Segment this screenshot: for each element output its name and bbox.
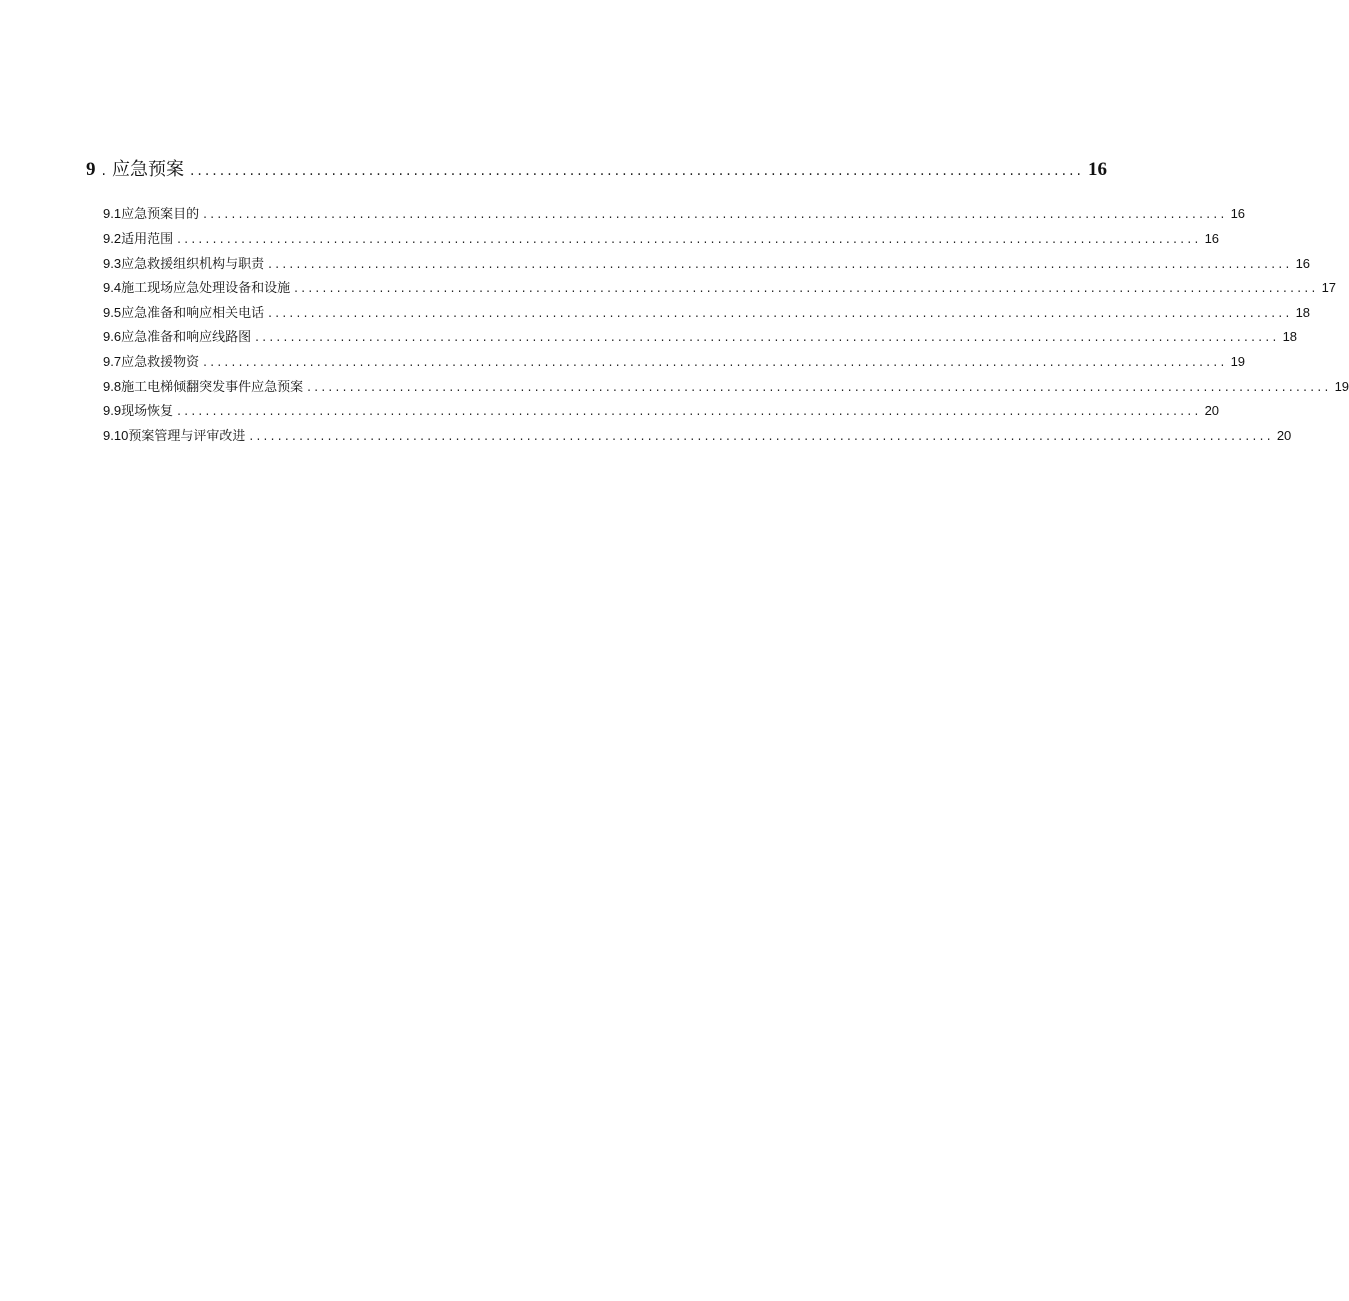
toc-entry-9-10[interactable] <box>103 425 1292 445</box>
toc-entry-title: 应急救援物资 <box>121 355 200 370</box>
toc-entry-9-5[interactable] <box>103 302 1311 322</box>
toc-entry-page: 18 <box>1295 305 1311 320</box>
toc-entry-title: 施工现场应急处理设备和设施 <box>121 281 291 296</box>
toc-entry-title: 应急准备和响应线路图 <box>121 330 252 345</box>
dot-leader: ................................................................................................................................................ <box>268 306 1293 320</box>
toc-entry-number: 9.7 <box>103 354 122 369</box>
toc-entry-page: 20 <box>1276 428 1292 443</box>
toc-entry-page: 16 <box>1295 256 1311 271</box>
toc-heading-separator: . <box>101 163 106 179</box>
toc-entry-9-3[interactable] <box>103 253 1311 273</box>
toc-entry-page: 19 <box>1334 379 1349 394</box>
dot-leader: ................................................................................................................................................ <box>177 404 1202 418</box>
dot-leader: ................................................................................................................................................ <box>268 257 1293 271</box>
toc-entry-number: 9.9 <box>103 403 122 418</box>
toc-entry-title: 现场恢复 <box>121 404 174 419</box>
toc-entry-page: 16 <box>1204 231 1220 246</box>
toc-entry-page: 16 <box>1230 206 1246 221</box>
dot-leader: ................................................................................................................................................ <box>255 330 1280 344</box>
toc-entry-number: 9.10 <box>103 428 129 443</box>
toc-entry-9-1[interactable] <box>103 203 1246 223</box>
toc-heading-title: 应急预案 <box>111 159 184 180</box>
toc-entry-title: 施工电梯倾翻突发事件应急预案 <box>121 380 304 395</box>
toc-entry-title: 适用范围 <box>121 232 174 247</box>
toc-entry-title: 应急救援组织机构与职责 <box>121 257 265 272</box>
toc-entry-number: 9.1 <box>103 206 122 221</box>
toc-entry-9-7[interactable] <box>103 351 1246 371</box>
toc-entry-number: 9.3 <box>103 256 122 271</box>
toc-entry-number: 9.4 <box>103 280 122 295</box>
dot-leader: ................................................................................................................................................ <box>307 380 1332 394</box>
toc-entry-page: 17 <box>1321 280 1337 295</box>
dot-leader: ................................................................................................................................................ <box>203 355 1228 369</box>
toc-entry-title: 应急预案目的 <box>121 207 200 222</box>
dot-leader: ................................................................................................................................................ <box>177 232 1202 246</box>
dot-leader: ................................................................................................................................................ <box>203 207 1228 221</box>
dot-leader: ........................................................................................................................ <box>189 163 1084 179</box>
toc-entry-9-9[interactable] <box>103 400 1220 420</box>
toc-entry-9-6[interactable] <box>103 326 1298 346</box>
dot-leader: ................................................................................................................................................ <box>294 281 1319 295</box>
toc-entry-9-2[interactable] <box>103 228 1220 248</box>
toc-heading-number: 9 <box>86 159 96 180</box>
toc-entry-number: 9.8 <box>103 379 122 394</box>
toc-entry-page: 18 <box>1282 329 1298 344</box>
toc-entry-title: 应急准备和响应相关电话 <box>121 306 265 321</box>
toc-entry-page: 20 <box>1204 403 1220 418</box>
toc-entry-9-8[interactable] <box>103 376 1349 396</box>
toc-heading-9[interactable] <box>86 155 1107 181</box>
toc-entry-9-4[interactable] <box>103 277 1337 297</box>
toc-entry-number: 9.2 <box>103 231 122 246</box>
toc-entry-title: 预案管理与评审改进 <box>128 429 246 444</box>
toc-entry-number: 9.6 <box>103 329 122 344</box>
toc-entry-page: 19 <box>1230 354 1246 369</box>
toc-heading-page: 16 <box>1087 159 1107 180</box>
dot-leader: ................................................................................................................................................ <box>249 429 1274 443</box>
toc-entry-number: 9.5 <box>103 305 122 320</box>
